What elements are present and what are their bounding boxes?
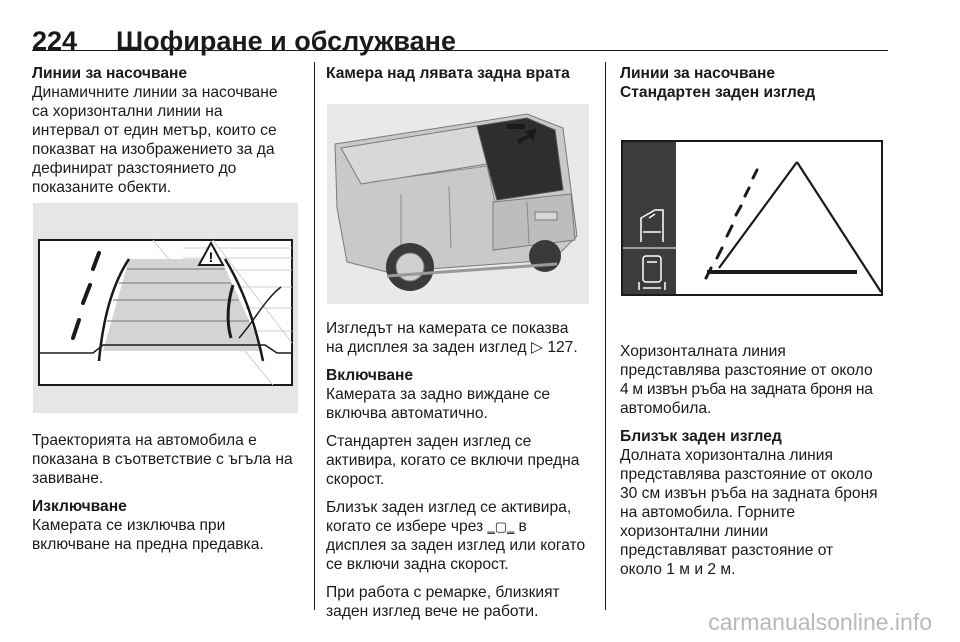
text-line: включва автоматично. — [326, 405, 488, 422]
section-heading-guidelines-2: Линии за насочване — [620, 65, 776, 82]
text-line-with-icon — [326, 517, 601, 536]
text-span: когато се избере чрез — [326, 518, 484, 535]
text-line: Камерата се изключва при — [32, 517, 226, 534]
text-line: около 1 м и 2 м. — [620, 561, 736, 578]
column-3-body — [620, 342, 895, 579]
text-line: показаните обекти. — [32, 179, 172, 196]
text-line: представлява разстояние от около — [620, 466, 873, 483]
text-line: се включи задна скорост. — [326, 556, 509, 573]
column-1 — [32, 64, 302, 197]
text-line: активира, когато се включи предна — [326, 452, 580, 469]
text-line: са хоризонтални линии на — [32, 103, 223, 120]
text-line: дисплея за заден изглед или когато — [326, 537, 586, 554]
section-heading-on: Включване — [326, 367, 414, 384]
camera-view-icon: ‗▢‗ — [487, 519, 515, 534]
text-line: Хоризонталната линия — [620, 343, 786, 360]
text-line-with-ref — [326, 338, 601, 357]
text-line: 30 см извън ръба на задната броня — [620, 485, 878, 502]
header-rule — [32, 50, 888, 51]
text-line: Близък заден изглед се активира, — [326, 499, 572, 516]
text-span: в — [518, 518, 527, 535]
text-line: показана в съответствие с ъгъла на — [32, 451, 293, 468]
text-line: автомобила. — [620, 400, 712, 417]
text-span: на дисплея за заден изглед — [326, 339, 527, 356]
text-line: Траекторията на автомобила е — [32, 432, 257, 449]
page-number: 224 — [32, 26, 78, 56]
section-heading-close-view: Близък заден изглед — [620, 428, 782, 445]
text-line: представляват разстояние от — [620, 542, 834, 559]
text-line: скорост. — [326, 471, 385, 488]
column-2-heading — [326, 64, 601, 83]
text-line: заден изглед вече не работи. — [326, 603, 539, 620]
standard-view-figure — [621, 140, 883, 296]
guidelines-figure — [33, 203, 298, 413]
text-line: интервал от един метър, които се — [32, 122, 277, 139]
page-reference-icon[interactable]: ▷ — [530, 339, 543, 356]
page-title: Шофиране и обслужване — [116, 26, 456, 56]
column-3-heading — [620, 64, 890, 102]
section-heading-camera: Камера над лявата задна врата — [326, 65, 570, 82]
text-line: 4 м извън ръба на задната броня на — [620, 381, 873, 398]
page-reference[interactable]: 127. — [547, 339, 578, 356]
section-heading-off: Изключване — [32, 498, 127, 515]
text-line: Динамичните линии за насочване — [32, 84, 278, 101]
section-heading-guidelines: Линии за насочване — [32, 65, 188, 82]
text-line: Изгледът на камерата се показва — [326, 320, 569, 337]
column-divider-1 — [314, 62, 315, 610]
text-line: Стандартен заден изглед се — [326, 433, 532, 450]
footer-watermark: carmanualsonline.info — [708, 609, 932, 635]
text-line: представлява разстояние от около — [620, 362, 873, 379]
column-1-bottom — [32, 431, 302, 554]
column-divider-2 — [605, 62, 606, 610]
text-line: на автомобила. Горните — [620, 504, 796, 521]
van-figure — [327, 104, 589, 304]
text-line: хоризонтални линии — [620, 523, 769, 540]
column-2-body — [326, 319, 601, 621]
text-line: При работа с ремарке, близкият — [326, 584, 560, 601]
text-line: показват на изображението за да — [32, 141, 275, 158]
text-line: включване на предна предавка. — [32, 536, 264, 553]
text-line: дефинират разстоянието до — [32, 160, 237, 177]
svg-text:!: ! — [208, 249, 214, 265]
text-line: Камерата за задно виждане се — [326, 386, 551, 403]
text-line: Долната хоризонтална линия — [620, 447, 833, 464]
text-line: завиване. — [32, 470, 104, 487]
section-heading-standard-view: Стандартен заден изглед — [620, 84, 816, 101]
